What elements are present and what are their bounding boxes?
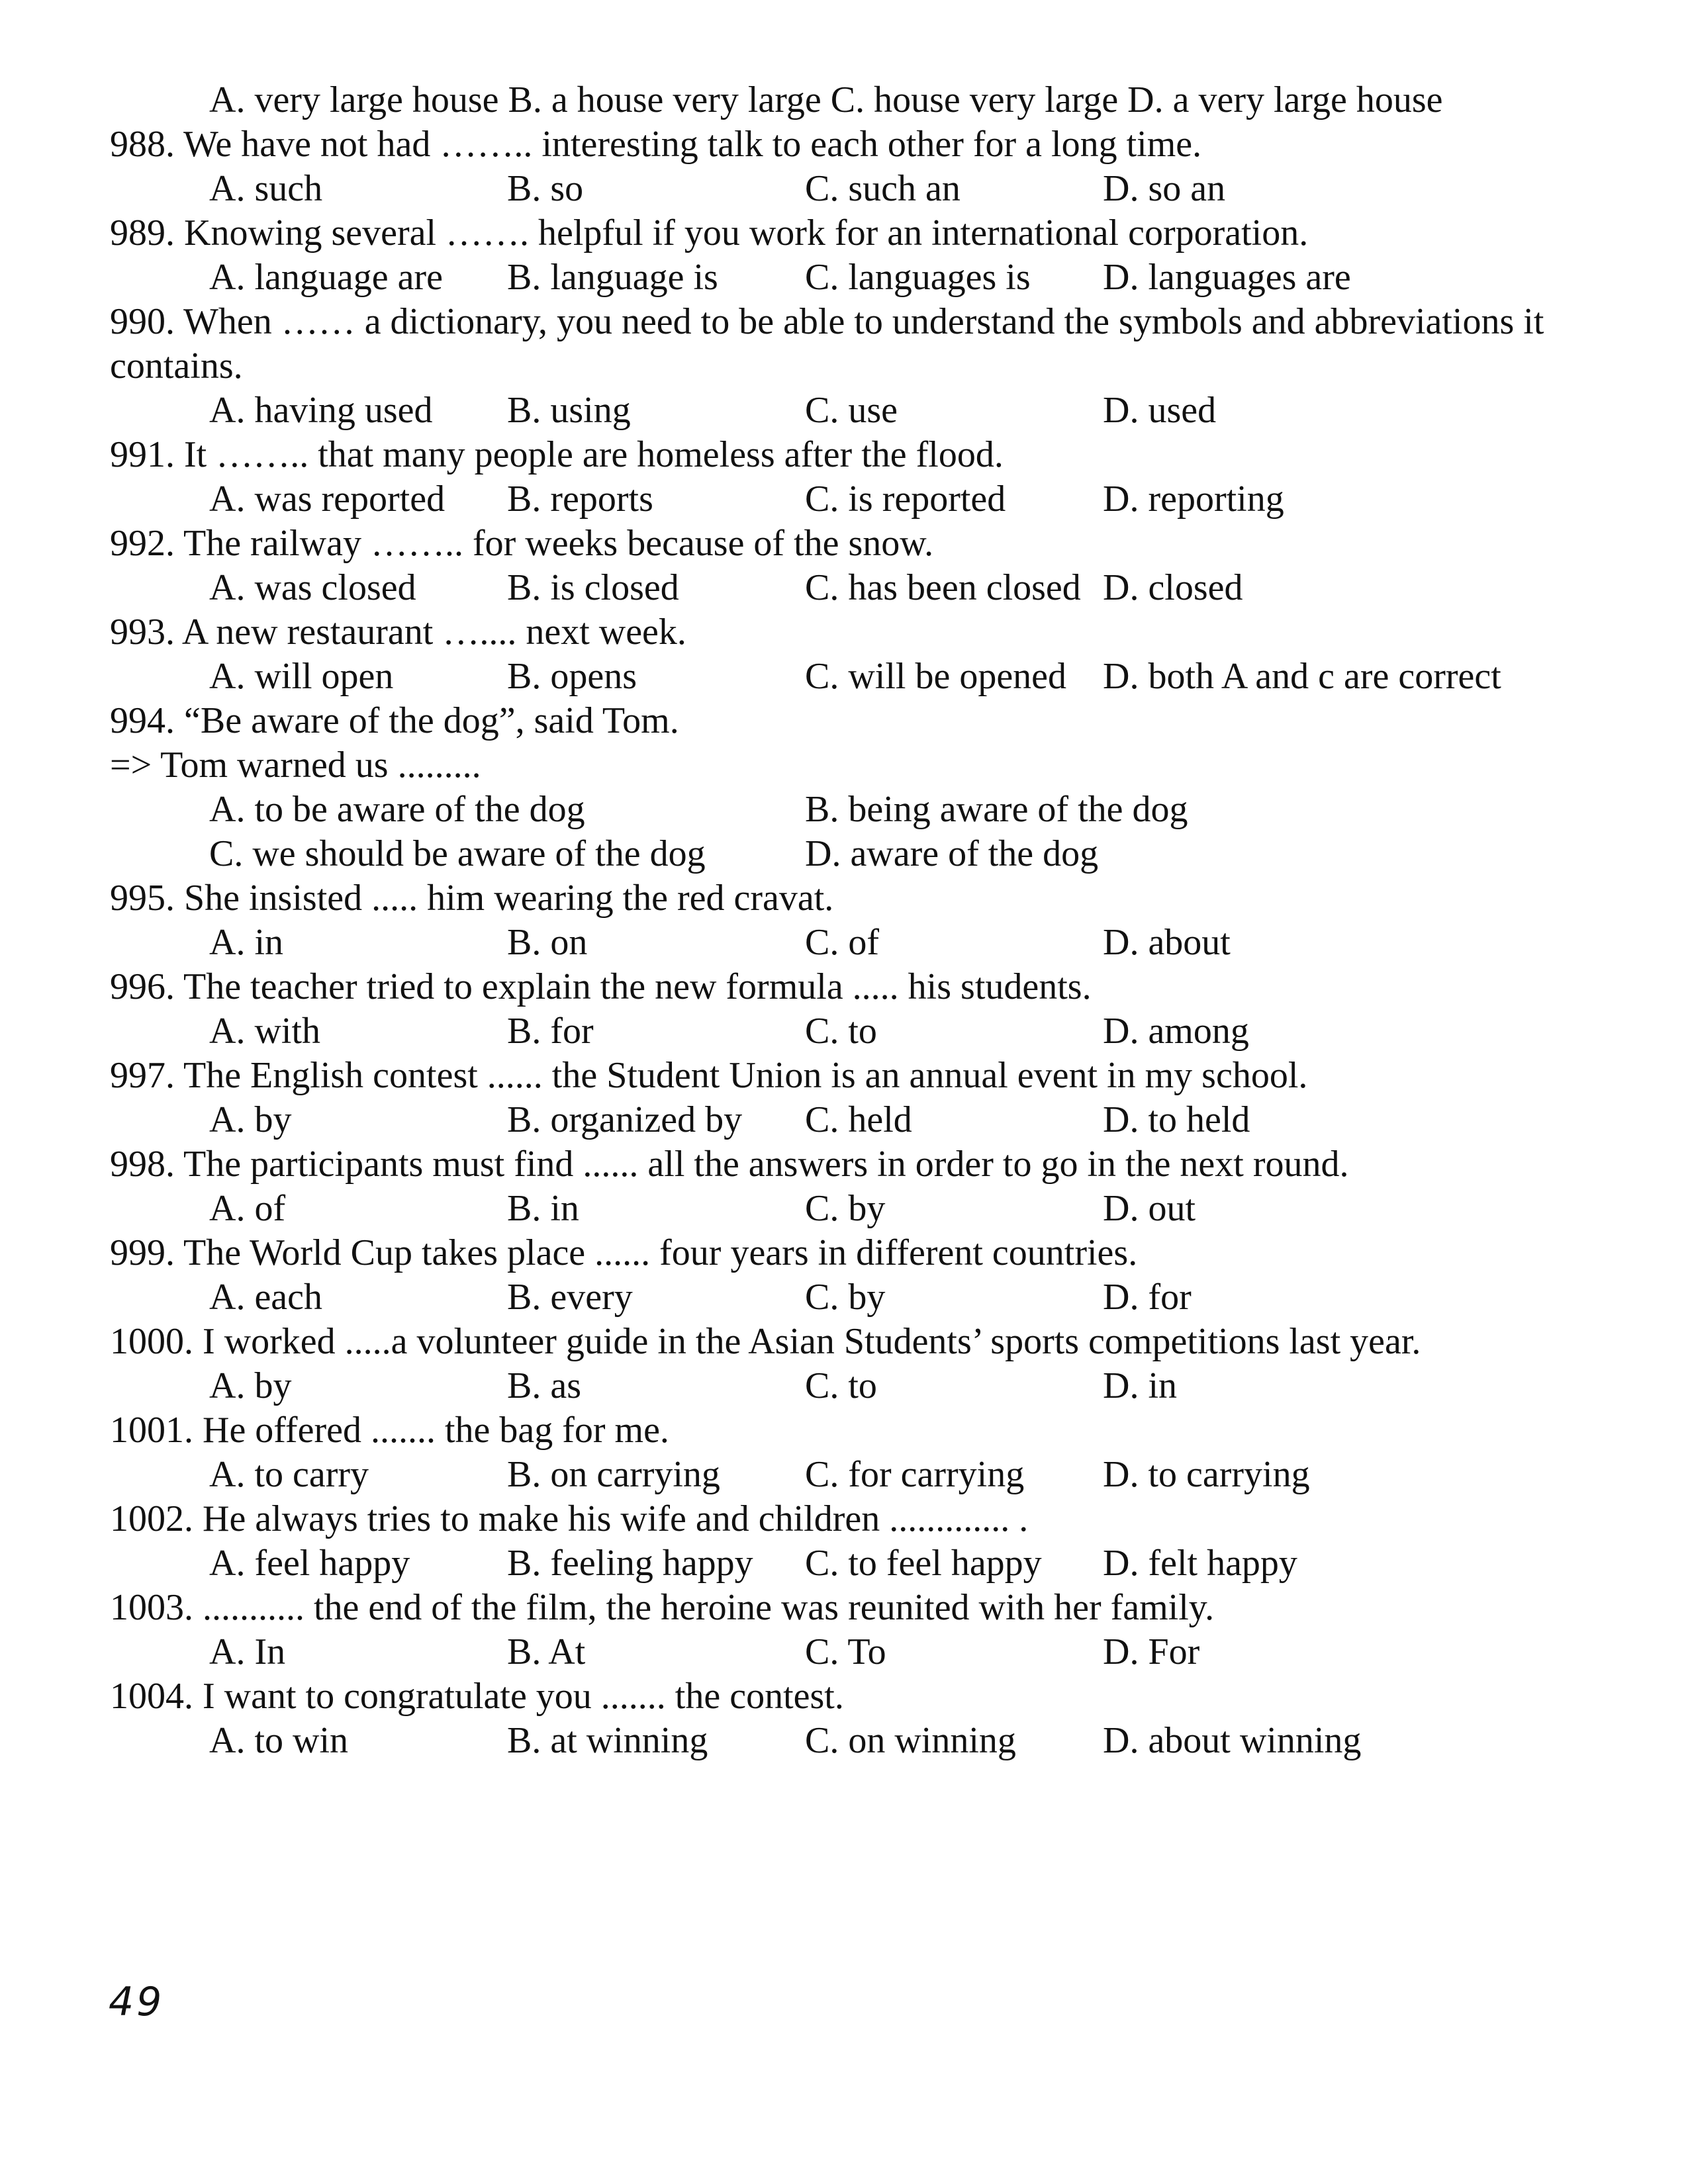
option-d: D. reporting [1103, 478, 1284, 520]
question-list [110, 78, 1593, 1763]
answer-options [110, 1275, 1593, 1320]
option-b: B. reports [507, 478, 653, 520]
option-b: B. feeling happy [507, 1543, 753, 1584]
option-b: B. on carrying [507, 1454, 720, 1495]
option-b: B. for [507, 1011, 594, 1052]
question-stem: 992. The railway …….. for weeks because of the snow. [110, 523, 934, 564]
option-a: A. will open [209, 656, 394, 697]
question-stem: 989. Knowing several ……. helpful if you work for an international corporation. [110, 212, 1309, 253]
question-stem-rewrite: => Tom warned us ......... [110, 745, 481, 786]
option-b: B. as [507, 1365, 581, 1406]
question-stem: 988. We have not had …….. interesting talk to each other for a long time. [110, 124, 1202, 165]
answer-options [110, 388, 1593, 433]
option-a: A. with [209, 1011, 320, 1052]
answer-options [110, 255, 1593, 300]
option-a: A. was reported [209, 478, 445, 520]
option-b: B. organized by [507, 1099, 743, 1140]
option-c: C. on winning [805, 1720, 1016, 1761]
option-b: B. being aware of the dog [805, 789, 1188, 830]
answer-options [110, 1364, 1593, 1408]
option-b: B. At [507, 1631, 586, 1672]
answer-options [110, 167, 1593, 211]
option-a: A. by [209, 1099, 292, 1140]
question-stem: 999. The World Cup takes place ...... four years in different countries. [110, 1232, 1138, 1273]
option-d: D. out [1103, 1188, 1196, 1229]
option-a: A. language are [209, 257, 443, 298]
option-a: A. was closed [209, 567, 416, 608]
answer-options [110, 566, 1593, 610]
option-a: A. to be aware of the dog [209, 789, 585, 830]
option-d: D. felt happy [1103, 1543, 1297, 1584]
option-a: A. to carry [209, 1454, 369, 1495]
option-b: B. on [507, 922, 588, 963]
option-a: A. feel happy [209, 1543, 410, 1584]
answer-options [110, 832, 1593, 876]
question-stem: 990. When …… a dictionary, you need to be able to understand the symbols and abbreviations it contains. [110, 301, 1544, 387]
option-a: A. such [209, 168, 323, 209]
answer-options [110, 655, 1593, 699]
option-c: C. by [805, 1188, 886, 1229]
option-c: C. to feel happy [805, 1543, 1042, 1584]
answer-options [110, 477, 1593, 522]
option-c: C. held [805, 1099, 912, 1140]
question-stem: 994. “Be aware of the dog”, said Tom. [110, 700, 679, 741]
option-b: B. in [507, 1188, 579, 1229]
option-d: D. used [1103, 390, 1217, 431]
option-a: A. to win [209, 1720, 348, 1761]
option-d: D. in [1103, 1365, 1177, 1406]
option-c: C. languages is [805, 257, 1031, 298]
option-d: D. both A and c are correct [1103, 656, 1501, 697]
option-c: C. use [805, 390, 898, 431]
question-stem: 993. A new restaurant ….... next week. [110, 612, 686, 653]
option-c: C. is reported [805, 478, 1006, 520]
option-b: B. language is [507, 257, 718, 298]
answer-options [110, 921, 1593, 965]
question-stem: 1000. I worked .....a volunteer guide in the Asian Students’ sports competitions last year. [110, 1321, 1421, 1362]
option-d: D. For [1103, 1631, 1200, 1672]
question-stem: 997. The English contest ...... the Student Union is an annual event in my school. [110, 1055, 1308, 1096]
option-b: B. is closed [507, 567, 679, 608]
answer-options [110, 1098, 1593, 1142]
option-a: A. having used [209, 390, 433, 431]
option-a: A. by [209, 1365, 292, 1406]
option-d: D. aware of the dog [805, 833, 1099, 874]
option-a: A. in [209, 922, 283, 963]
question-stem: 1002. He always tries to make his wife and children ............. . [110, 1498, 1029, 1539]
option-c: C. to [805, 1011, 877, 1052]
answer-options [110, 1009, 1593, 1054]
answer-options [110, 1187, 1593, 1231]
question-stem: 1001. He offered ....... the bag for me. [110, 1410, 669, 1451]
option-d: D. closed [1103, 567, 1243, 608]
option-b: B. opens [507, 656, 637, 697]
option-d: D. languages are [1103, 257, 1351, 298]
option-b: B. every [507, 1277, 633, 1318]
option-c: C. we should be aware of the dog [209, 833, 706, 874]
option-c: C. such an [805, 168, 961, 209]
option-c: C. will be opened [805, 656, 1067, 697]
option-d: D. for [1103, 1277, 1192, 1318]
option-b: B. using [507, 390, 631, 431]
option-d: D. about winning [1103, 1720, 1362, 1761]
option-c: C. for carrying [805, 1454, 1025, 1495]
option-d: D. to held [1103, 1099, 1250, 1140]
option-a: A. each [209, 1277, 323, 1318]
option-c: C. by [805, 1277, 886, 1318]
answer-options [110, 1453, 1593, 1497]
question-stem: 996. The teacher tried to explain the new formula ..... his students. [110, 966, 1092, 1007]
option-a: A. In [209, 1631, 286, 1672]
question-stem: 1004. I want to congratulate you ....... the contest. [110, 1676, 844, 1717]
option-b: B. at winning [507, 1720, 708, 1761]
question-stem: 991. It …….. that many people are homeless after the flood. [110, 434, 1004, 475]
question-stem: 1003. ........... the end of the film, the heroine was reunited with her family. [110, 1587, 1215, 1628]
question-stem: 998. The participants must find ...... all the answers in order to go in the next round. [110, 1144, 1349, 1185]
option-c: C. To [805, 1631, 886, 1672]
question-stem: 995. She insisted ..... him wearing the red cravat. [110, 878, 834, 919]
option-c: C. has been closed [805, 567, 1081, 608]
option-b: B. so [507, 168, 584, 209]
option-c: C. of [805, 922, 879, 963]
answer-options [110, 788, 1593, 832]
option-c: C. to [805, 1365, 877, 1406]
intro-options-line: A. very large house B. a house very large C. house very large D. a very large house [209, 79, 1443, 120]
answer-options [110, 1719, 1593, 1763]
page-number: 49 [109, 1979, 165, 2025]
option-d: D. about [1103, 922, 1231, 963]
answer-options [110, 1630, 1593, 1674]
option-a: A. of [209, 1188, 286, 1229]
option-d: D. among [1103, 1011, 1249, 1052]
option-d: D. to carrying [1103, 1454, 1310, 1495]
answer-options [110, 1541, 1593, 1586]
option-d: D. so an [1103, 168, 1226, 209]
